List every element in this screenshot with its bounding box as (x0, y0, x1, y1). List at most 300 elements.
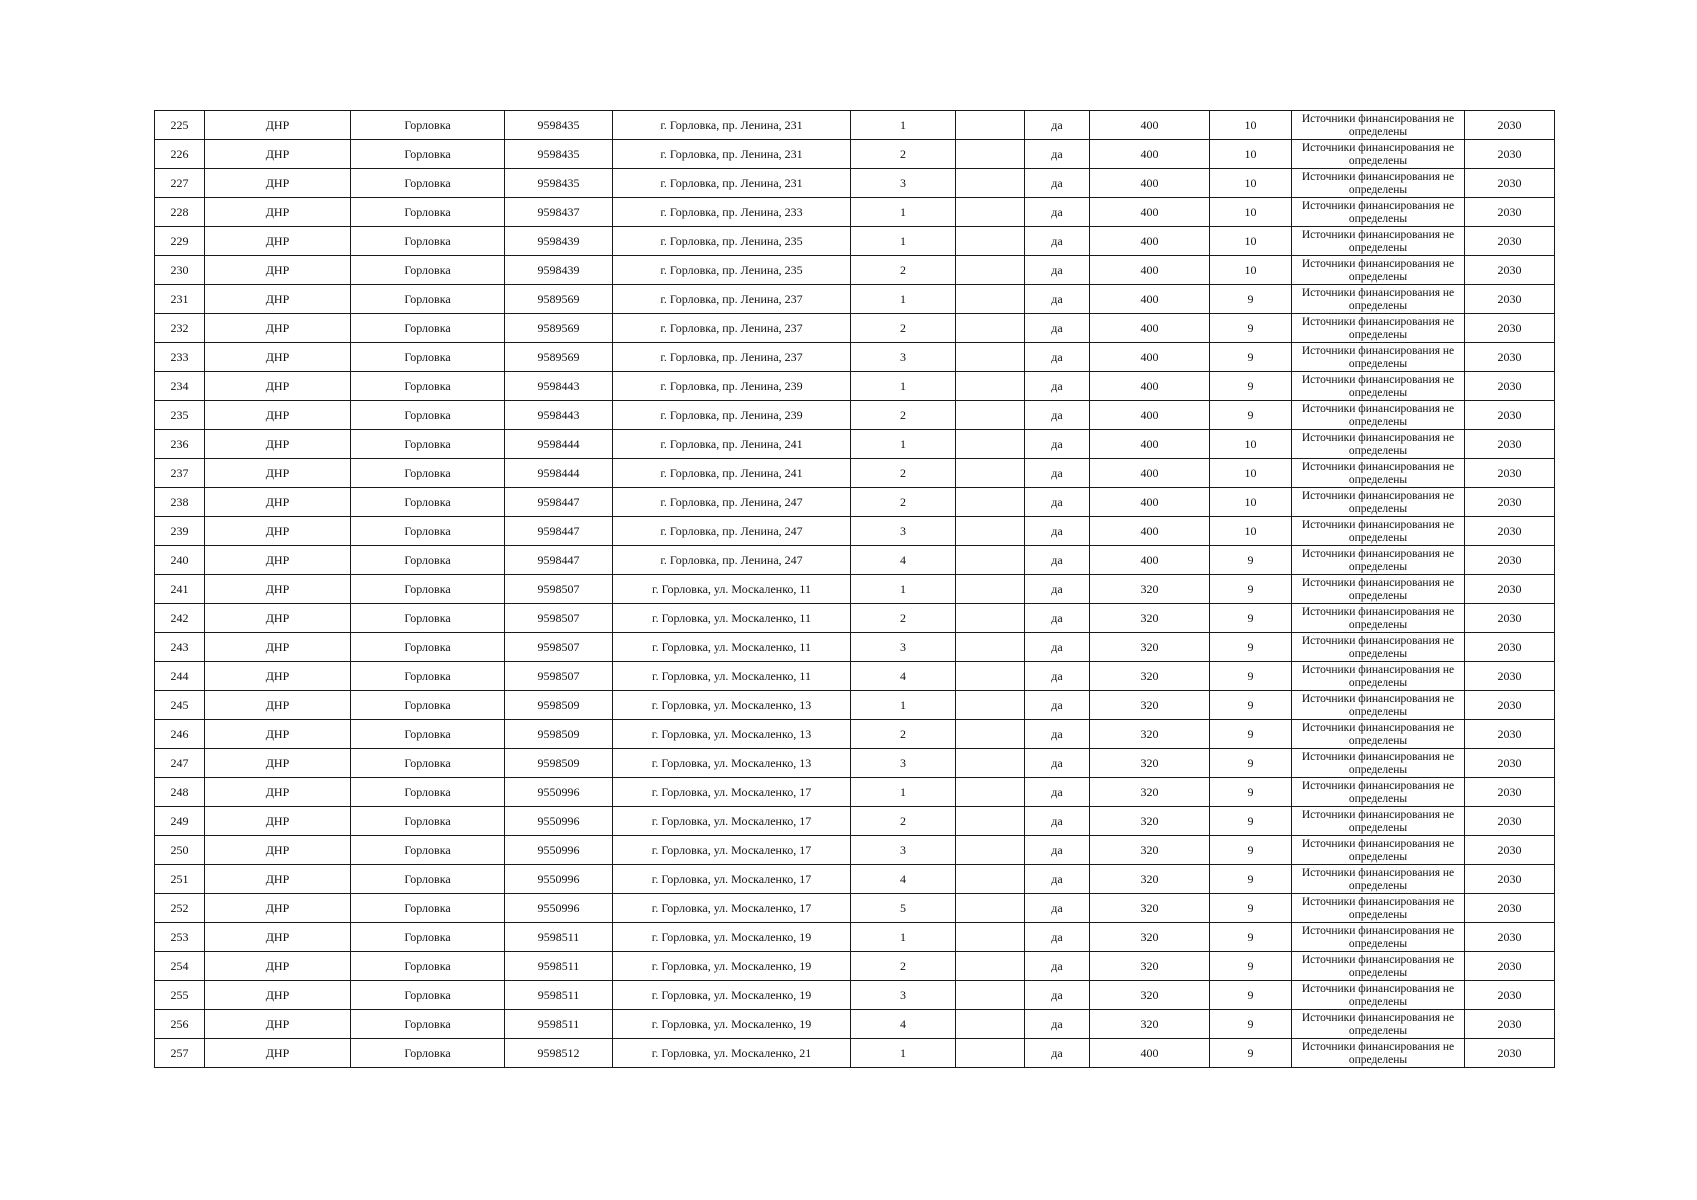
region-cell: ДНР (205, 198, 351, 227)
table-row (155, 430, 1555, 459)
region-cell: ДНР (205, 459, 351, 488)
building-id-cell: 9598511 (505, 981, 613, 1010)
table-row (155, 894, 1555, 923)
funding-note-cell: Источники финансирования не определены (1292, 1010, 1465, 1039)
capacity-cell: 400 (1090, 517, 1210, 546)
address-cell: г. Горловка, ул. Москаленко, 19 (613, 1010, 851, 1039)
floors-cell: 9 (1210, 575, 1292, 604)
city-cell: Горловка (351, 923, 505, 952)
year-cell: 2030 (1465, 401, 1555, 430)
funding-note-cell: Источники финансирования не определены (1292, 111, 1465, 140)
row-number-cell: 254 (155, 952, 205, 981)
entrance-cell: 2 (851, 459, 956, 488)
floors-cell: 10 (1210, 256, 1292, 285)
city-cell: Горловка (351, 343, 505, 372)
building-id-cell: 9598511 (505, 1010, 613, 1039)
funding-note-cell: Источники финансирования не определены (1292, 778, 1465, 807)
year-cell: 2030 (1465, 575, 1555, 604)
year-cell: 2030 (1465, 517, 1555, 546)
address-cell: г. Горловка, ул. Москаленко, 21 (613, 1039, 851, 1068)
empty-cell (956, 256, 1025, 285)
region-cell: ДНР (205, 430, 351, 459)
table-row (155, 865, 1555, 894)
empty-cell (956, 923, 1025, 952)
region-cell: ДНР (205, 256, 351, 285)
entrance-cell: 3 (851, 836, 956, 865)
capacity-cell: 400 (1090, 1039, 1210, 1068)
address-cell: г. Горловка, ул. Москаленко, 17 (613, 894, 851, 923)
city-cell: Горловка (351, 575, 505, 604)
floors-cell: 9 (1210, 807, 1292, 836)
flag-cell: да (1025, 778, 1090, 807)
floors-cell: 9 (1210, 720, 1292, 749)
address-cell: г. Горловка, ул. Москаленко, 17 (613, 778, 851, 807)
table-row (155, 459, 1555, 488)
address-cell: г. Горловка, пр. Ленина, 237 (613, 343, 851, 372)
address-cell: г. Горловка, ул. Москаленко, 19 (613, 981, 851, 1010)
floors-cell: 9 (1210, 1039, 1292, 1068)
entrance-cell: 5 (851, 894, 956, 923)
capacity-cell: 400 (1090, 430, 1210, 459)
flag-cell: да (1025, 169, 1090, 198)
flag-cell: да (1025, 952, 1090, 981)
region-cell: ДНР (205, 401, 351, 430)
region-cell: ДНР (205, 633, 351, 662)
empty-cell (956, 517, 1025, 546)
region-cell: ДНР (205, 169, 351, 198)
table-row (155, 1010, 1555, 1039)
capacity-cell: 320 (1090, 633, 1210, 662)
region-cell: ДНР (205, 691, 351, 720)
building-id-cell: 9598447 (505, 546, 613, 575)
building-id-cell: 9550996 (505, 894, 613, 923)
region-cell: ДНР (205, 749, 351, 778)
table-row (155, 720, 1555, 749)
flag-cell: да (1025, 459, 1090, 488)
funding-note-cell: Источники финансирования не определены (1292, 430, 1465, 459)
funding-note-cell: Источники финансирования не определены (1292, 836, 1465, 865)
table-row (155, 285, 1555, 314)
entrance-cell: 4 (851, 546, 956, 575)
row-number-cell: 244 (155, 662, 205, 691)
empty-cell (956, 111, 1025, 140)
table-row (155, 662, 1555, 691)
empty-cell (956, 749, 1025, 778)
region-cell: ДНР (205, 865, 351, 894)
year-cell: 2030 (1465, 1010, 1555, 1039)
entrance-cell: 2 (851, 140, 956, 169)
year-cell: 2030 (1465, 720, 1555, 749)
region-cell: ДНР (205, 981, 351, 1010)
region-cell: ДНР (205, 227, 351, 256)
row-number-cell: 231 (155, 285, 205, 314)
year-cell: 2030 (1465, 285, 1555, 314)
row-number-cell: 249 (155, 807, 205, 836)
empty-cell (956, 488, 1025, 517)
year-cell: 2030 (1465, 111, 1555, 140)
entrance-cell: 1 (851, 372, 956, 401)
building-id-cell: 9598507 (505, 604, 613, 633)
floors-cell: 9 (1210, 401, 1292, 430)
building-id-cell: 9550996 (505, 865, 613, 894)
empty-cell (956, 140, 1025, 169)
entrance-cell: 1 (851, 198, 956, 227)
entrance-cell: 2 (851, 256, 956, 285)
year-cell: 2030 (1465, 546, 1555, 575)
flag-cell: да (1025, 401, 1090, 430)
building-id-cell: 9598435 (505, 140, 613, 169)
city-cell: Горловка (351, 314, 505, 343)
city-cell: Горловка (351, 111, 505, 140)
capacity-cell: 320 (1090, 807, 1210, 836)
entrance-cell: 2 (851, 314, 956, 343)
capacity-cell: 400 (1090, 372, 1210, 401)
floors-cell: 10 (1210, 198, 1292, 227)
capacity-cell: 320 (1090, 952, 1210, 981)
building-id-cell: 9550996 (505, 778, 613, 807)
flag-cell: да (1025, 865, 1090, 894)
empty-cell (956, 314, 1025, 343)
empty-cell (956, 633, 1025, 662)
entrance-cell: 3 (851, 981, 956, 1010)
floors-cell: 9 (1210, 285, 1292, 314)
empty-cell (956, 227, 1025, 256)
flag-cell: да (1025, 633, 1090, 662)
capacity-cell: 320 (1090, 923, 1210, 952)
funding-note-cell: Источники финансирования не определены (1292, 227, 1465, 256)
flag-cell: да (1025, 111, 1090, 140)
row-number-cell: 256 (155, 1010, 205, 1039)
entrance-cell: 3 (851, 517, 956, 546)
funding-note-cell: Источники финансирования не определены (1292, 923, 1465, 952)
region-cell: ДНР (205, 720, 351, 749)
row-number-cell: 227 (155, 169, 205, 198)
entrance-cell: 1 (851, 285, 956, 314)
funding-note-cell: Источники финансирования не определены (1292, 1039, 1465, 1068)
flag-cell: да (1025, 807, 1090, 836)
entrance-cell: 1 (851, 227, 956, 256)
funding-note-cell: Источники финансирования не определены (1292, 517, 1465, 546)
funding-note-cell: Источники финансирования не определены (1292, 865, 1465, 894)
row-number-cell: 229 (155, 227, 205, 256)
funding-note-cell: Источники финансирования не определены (1292, 720, 1465, 749)
building-id-cell: 9598444 (505, 430, 613, 459)
address-cell: г. Горловка, пр. Ленина, 247 (613, 546, 851, 575)
empty-cell (956, 1010, 1025, 1039)
capacity-cell: 320 (1090, 720, 1210, 749)
entrance-cell: 4 (851, 865, 956, 894)
building-id-cell: 9598511 (505, 923, 613, 952)
entrance-cell: 1 (851, 923, 956, 952)
entrance-cell: 1 (851, 778, 956, 807)
row-number-cell: 225 (155, 111, 205, 140)
city-cell: Горловка (351, 256, 505, 285)
year-cell: 2030 (1465, 894, 1555, 923)
address-cell: г. Горловка, пр. Ленина, 231 (613, 140, 851, 169)
floors-cell: 10 (1210, 459, 1292, 488)
city-cell: Горловка (351, 517, 505, 546)
region-cell: ДНР (205, 372, 351, 401)
floors-cell: 9 (1210, 662, 1292, 691)
table-row (155, 691, 1555, 720)
floors-cell: 10 (1210, 111, 1292, 140)
row-number-cell: 237 (155, 459, 205, 488)
table-row (155, 575, 1555, 604)
address-cell: г. Горловка, пр. Ленина, 247 (613, 488, 851, 517)
region-cell: ДНР (205, 546, 351, 575)
funding-note-cell: Источники финансирования не определены (1292, 894, 1465, 923)
empty-cell (956, 836, 1025, 865)
flag-cell: да (1025, 488, 1090, 517)
year-cell: 2030 (1465, 343, 1555, 372)
table-row (155, 140, 1555, 169)
flag-cell: да (1025, 285, 1090, 314)
city-cell: Горловка (351, 1039, 505, 1068)
funding-note-cell: Источники финансирования не определены (1292, 807, 1465, 836)
flag-cell: да (1025, 1010, 1090, 1039)
year-cell: 2030 (1465, 749, 1555, 778)
flag-cell: да (1025, 923, 1090, 952)
flag-cell: да (1025, 256, 1090, 285)
city-cell: Горловка (351, 836, 505, 865)
row-number-cell: 252 (155, 894, 205, 923)
table-row (155, 111, 1555, 140)
year-cell: 2030 (1465, 314, 1555, 343)
capacity-cell: 400 (1090, 488, 1210, 517)
row-number-cell: 233 (155, 343, 205, 372)
region-cell: ДНР (205, 807, 351, 836)
flag-cell: да (1025, 227, 1090, 256)
address-cell: г. Горловка, ул. Москаленко, 19 (613, 952, 851, 981)
funding-note-cell: Источники финансирования не определены (1292, 691, 1465, 720)
capacity-cell: 320 (1090, 1010, 1210, 1039)
row-number-cell: 226 (155, 140, 205, 169)
row-number-cell: 250 (155, 836, 205, 865)
region-cell: ДНР (205, 343, 351, 372)
building-id-cell: 9598447 (505, 517, 613, 546)
funding-note-cell: Источники финансирования не определены (1292, 662, 1465, 691)
year-cell: 2030 (1465, 198, 1555, 227)
floors-cell: 9 (1210, 604, 1292, 633)
flag-cell: да (1025, 662, 1090, 691)
year-cell: 2030 (1465, 1039, 1555, 1068)
address-cell: г. Горловка, ул. Москаленко, 11 (613, 575, 851, 604)
flag-cell: да (1025, 749, 1090, 778)
empty-cell (956, 807, 1025, 836)
funding-note-cell: Источники финансирования не определены (1292, 372, 1465, 401)
entrance-cell: 3 (851, 169, 956, 198)
empty-cell (956, 169, 1025, 198)
row-number-cell: 238 (155, 488, 205, 517)
year-cell: 2030 (1465, 981, 1555, 1010)
table-row (155, 314, 1555, 343)
year-cell: 2030 (1465, 923, 1555, 952)
table-row (155, 778, 1555, 807)
flag-cell: да (1025, 546, 1090, 575)
flag-cell: да (1025, 517, 1090, 546)
funding-note-cell: Источники финансирования не определены (1292, 169, 1465, 198)
city-cell: Горловка (351, 749, 505, 778)
building-id-cell: 9589569 (505, 314, 613, 343)
building-id-cell: 9598509 (505, 749, 613, 778)
empty-cell (956, 372, 1025, 401)
capacity-cell: 320 (1090, 691, 1210, 720)
row-number-cell: 242 (155, 604, 205, 633)
building-id-cell: 9550996 (505, 836, 613, 865)
city-cell: Горловка (351, 546, 505, 575)
address-cell: г. Горловка, ул. Москаленко, 13 (613, 691, 851, 720)
table-row (155, 952, 1555, 981)
flag-cell: да (1025, 981, 1090, 1010)
floors-cell: 9 (1210, 836, 1292, 865)
floors-cell: 9 (1210, 691, 1292, 720)
row-number-cell: 234 (155, 372, 205, 401)
entrance-cell: 1 (851, 111, 956, 140)
row-number-cell: 230 (155, 256, 205, 285)
region-cell: ДНР (205, 604, 351, 633)
city-cell: Горловка (351, 459, 505, 488)
city-cell: Горловка (351, 633, 505, 662)
year-cell: 2030 (1465, 488, 1555, 517)
row-number-cell: 239 (155, 517, 205, 546)
empty-cell (956, 778, 1025, 807)
row-number-cell: 255 (155, 981, 205, 1010)
building-id-cell: 9598439 (505, 256, 613, 285)
address-cell: г. Горловка, ул. Москаленко, 19 (613, 923, 851, 952)
city-cell: Горловка (351, 140, 505, 169)
floors-cell: 10 (1210, 227, 1292, 256)
funding-note-cell: Источники финансирования не определены (1292, 285, 1465, 314)
region-cell: ДНР (205, 923, 351, 952)
capacity-cell: 400 (1090, 401, 1210, 430)
floors-cell: 10 (1210, 517, 1292, 546)
flag-cell: да (1025, 343, 1090, 372)
capacity-cell: 400 (1090, 314, 1210, 343)
row-number-cell: 228 (155, 198, 205, 227)
empty-cell (956, 952, 1025, 981)
building-id-cell: 9598512 (505, 1039, 613, 1068)
funding-note-cell: Источники финансирования не определены (1292, 575, 1465, 604)
floors-cell: 9 (1210, 749, 1292, 778)
table-row (155, 401, 1555, 430)
funding-note-cell: Источники финансирования не определены (1292, 314, 1465, 343)
year-cell: 2030 (1465, 691, 1555, 720)
city-cell: Горловка (351, 285, 505, 314)
city-cell: Горловка (351, 169, 505, 198)
year-cell: 2030 (1465, 372, 1555, 401)
building-id-cell: 9598507 (505, 575, 613, 604)
region-cell: ДНР (205, 517, 351, 546)
entrance-cell: 4 (851, 662, 956, 691)
building-id-cell: 9598507 (505, 633, 613, 662)
address-cell: г. Горловка, ул. Москаленко, 17 (613, 807, 851, 836)
city-cell: Горловка (351, 981, 505, 1010)
address-cell: г. Горловка, ул. Москаленко, 11 (613, 604, 851, 633)
table-row (155, 372, 1555, 401)
capacity-cell: 400 (1090, 198, 1210, 227)
row-number-cell: 245 (155, 691, 205, 720)
table-row (155, 604, 1555, 633)
table-row (155, 517, 1555, 546)
flag-cell: да (1025, 604, 1090, 633)
year-cell: 2030 (1465, 865, 1555, 894)
capacity-cell: 320 (1090, 865, 1210, 894)
table-row (155, 1039, 1555, 1068)
entrance-cell: 1 (851, 430, 956, 459)
table-row (155, 488, 1555, 517)
funding-note-cell: Источники финансирования не определены (1292, 140, 1465, 169)
empty-cell (956, 662, 1025, 691)
empty-cell (956, 865, 1025, 894)
row-number-cell: 240 (155, 546, 205, 575)
address-cell: г. Горловка, ул. Москаленко, 13 (613, 749, 851, 778)
city-cell: Горловка (351, 720, 505, 749)
year-cell: 2030 (1465, 807, 1555, 836)
capacity-cell: 400 (1090, 227, 1210, 256)
address-cell: г. Горловка, пр. Ленина, 231 (613, 111, 851, 140)
region-cell: ДНР (205, 285, 351, 314)
year-cell: 2030 (1465, 169, 1555, 198)
empty-cell (956, 691, 1025, 720)
capacity-cell: 400 (1090, 169, 1210, 198)
empty-cell (956, 430, 1025, 459)
capacity-cell: 320 (1090, 575, 1210, 604)
flag-cell: да (1025, 691, 1090, 720)
city-cell: Горловка (351, 488, 505, 517)
building-id-cell: 9589569 (505, 343, 613, 372)
row-number-cell: 243 (155, 633, 205, 662)
capacity-cell: 400 (1090, 256, 1210, 285)
address-cell: г. Горловка, ул. Москаленко, 13 (613, 720, 851, 749)
city-cell: Горловка (351, 894, 505, 923)
address-cell: г. Горловка, пр. Ленина, 239 (613, 372, 851, 401)
entrance-cell: 2 (851, 720, 956, 749)
address-cell: г. Горловка, пр. Ленина, 235 (613, 227, 851, 256)
table-row (155, 256, 1555, 285)
table-row (155, 227, 1555, 256)
empty-cell (956, 720, 1025, 749)
floors-cell: 9 (1210, 546, 1292, 575)
building-id-cell: 9589569 (505, 285, 613, 314)
floors-cell: 10 (1210, 169, 1292, 198)
address-cell: г. Горловка, пр. Ленина, 231 (613, 169, 851, 198)
row-number-cell: 247 (155, 749, 205, 778)
capacity-cell: 320 (1090, 894, 1210, 923)
row-number-cell: 253 (155, 923, 205, 952)
building-id-cell: 9598443 (505, 372, 613, 401)
entrance-cell: 2 (851, 807, 956, 836)
capacity-cell: 400 (1090, 459, 1210, 488)
floors-cell: 9 (1210, 372, 1292, 401)
funding-note-cell: Источники финансирования не определены (1292, 546, 1465, 575)
floors-cell: 9 (1210, 1010, 1292, 1039)
address-cell: г. Горловка, пр. Ленина, 241 (613, 459, 851, 488)
flag-cell: да (1025, 894, 1090, 923)
year-cell: 2030 (1465, 662, 1555, 691)
funding-note-cell: Источники финансирования не определены (1292, 633, 1465, 662)
empty-cell (956, 285, 1025, 314)
address-cell: г. Горловка, ул. Москаленко, 17 (613, 865, 851, 894)
year-cell: 2030 (1465, 952, 1555, 981)
year-cell: 2030 (1465, 778, 1555, 807)
document-table (154, 110, 1555, 1068)
address-cell: г. Горловка, ул. Москаленко, 11 (613, 662, 851, 691)
address-cell: г. Горловка, пр. Ленина, 247 (613, 517, 851, 546)
floors-cell: 9 (1210, 633, 1292, 662)
address-cell: г. Горловка, ул. Москаленко, 17 (613, 836, 851, 865)
region-cell: ДНР (205, 836, 351, 865)
funding-note-cell: Источники финансирования не определены (1292, 198, 1465, 227)
